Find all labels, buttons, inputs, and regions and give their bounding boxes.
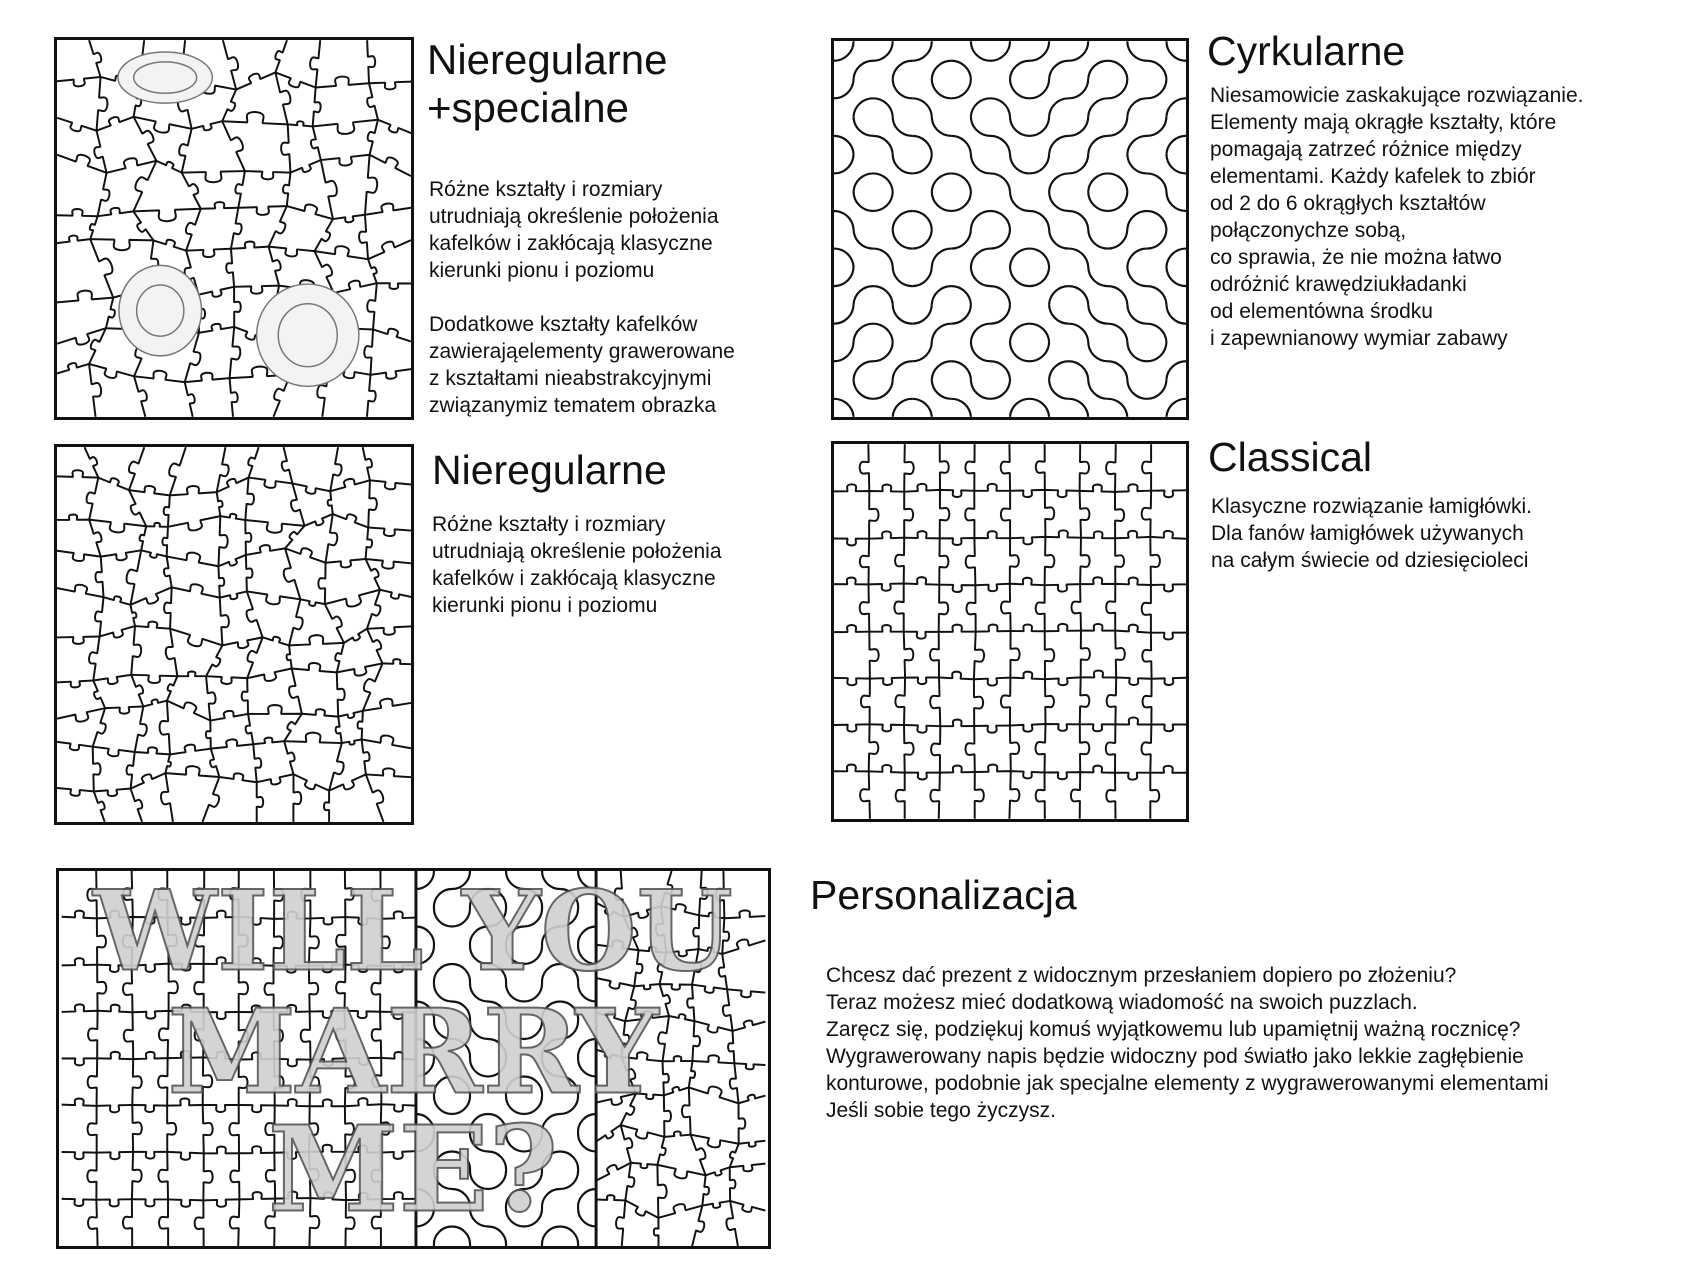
desc-line: odróżnić krawędziukładanki xyxy=(1210,273,1467,296)
circular-cut-line xyxy=(873,79,912,117)
circular-cut-line xyxy=(834,79,873,117)
desc-line: od elementówna środku xyxy=(1210,300,1433,323)
circular-cut-line xyxy=(834,41,873,79)
puzzle-cut-line xyxy=(242,447,264,822)
circular-cut-line xyxy=(560,1134,596,1172)
circular-cut-line xyxy=(1108,191,1147,229)
puzzle-cut-line xyxy=(57,202,411,222)
circular-cut-line xyxy=(1069,116,1108,154)
circular-cut-line xyxy=(1030,342,1069,380)
circular-cut-line xyxy=(1069,154,1108,192)
engraved-line: MARRY xyxy=(167,984,659,1121)
puzzle-cut-line xyxy=(596,1195,765,1218)
circular-cut-line xyxy=(990,267,1029,305)
circular-cut-line xyxy=(834,342,873,380)
irregular-puzzle-image xyxy=(54,444,414,825)
circular-cut-line xyxy=(990,379,1029,417)
desc-line: kafelków i zakłócają klasyczne xyxy=(432,567,716,590)
circular-cut-line xyxy=(1108,379,1147,417)
puzzle-cut-line xyxy=(203,447,229,822)
circular-cut-line xyxy=(1108,304,1147,342)
circular-cut-line xyxy=(834,304,873,342)
circular-cut-line xyxy=(951,191,990,229)
title-classical: Classical xyxy=(1208,434,1373,480)
classical-cuts xyxy=(834,444,1186,819)
circular-cut-line xyxy=(1108,342,1147,380)
circular-puzzle-image xyxy=(831,38,1189,420)
circular-cut-line xyxy=(951,342,990,380)
circular-cut-line xyxy=(912,79,951,117)
circular-cut-line xyxy=(1108,41,1147,79)
circular-cut-line xyxy=(1030,304,1069,342)
circular-cut-line xyxy=(1069,229,1108,267)
circular-cut-line xyxy=(873,191,912,229)
circular-cut-line xyxy=(1030,379,1069,417)
title-irregular: Nieregularne xyxy=(432,447,667,493)
circular-cut-line xyxy=(912,267,951,305)
puzzle-cut-line xyxy=(57,470,411,495)
circular-cut-line xyxy=(1147,267,1186,305)
circular-cut-line xyxy=(560,1209,596,1247)
circular-cut-line xyxy=(912,342,951,380)
circular-cut-line xyxy=(834,116,873,154)
puzzle-cut-line xyxy=(596,1163,765,1181)
circular-cut-line xyxy=(912,154,951,192)
desc-line: Zaręcz się, podziękuj komuś wyjątkowemu lub upamiętnij ważną rocznicę? xyxy=(826,1018,1521,1041)
desc-irregular-special xyxy=(429,176,735,419)
puzzle-cut-line xyxy=(57,699,411,722)
circular-cut-line xyxy=(873,229,912,267)
circular-cut-line xyxy=(1147,79,1186,117)
circular-cut-line xyxy=(912,229,951,267)
desc-line: Chcesz dać prezent z widocznym przesłaniem dopiero po złożeniu? xyxy=(826,964,1457,987)
title-circular: Cyrkularne xyxy=(1207,28,1406,74)
circular-cut-line xyxy=(912,41,951,79)
irregular-pattern xyxy=(57,447,411,822)
puzzle-cut-line xyxy=(57,733,411,757)
desc-line: Dodatkowe kształty kafelków xyxy=(429,313,698,336)
circular-cut-line xyxy=(951,379,990,417)
circular-cut-line xyxy=(873,116,912,154)
circular-cut-line xyxy=(1108,116,1147,154)
desc-line: Teraz możesz mieć dodatkową wiadomość na swoich puzzlach. xyxy=(826,991,1418,1014)
desc-classical xyxy=(1211,493,1532,574)
desc-line: z kształtami nieabstrakcyjnymi xyxy=(429,367,712,390)
circular-cut-line xyxy=(1069,379,1108,417)
circular-cut-line xyxy=(834,379,873,417)
circular-cut-line xyxy=(990,342,1029,380)
circular-cut-line xyxy=(1069,267,1108,305)
circular-cut-line xyxy=(1030,116,1069,154)
circular-cut-line xyxy=(912,304,951,342)
circular-cut-line xyxy=(990,79,1029,117)
circular-cut-line xyxy=(990,191,1029,229)
desc-circular xyxy=(1210,82,1584,352)
desc-line: Elementy mają okrągłe kształty, które xyxy=(1210,111,1557,134)
desc-line: Wygrawerowany napis będzie widoczny pod światło jako lekkie zagłębienie xyxy=(826,1045,1524,1068)
puzzle-cut-line xyxy=(318,447,344,822)
circular-cut-line xyxy=(1108,154,1147,192)
puzzle-cut-line xyxy=(57,236,411,260)
desc-line: zawierająelementy grawerowane xyxy=(429,340,735,363)
irregular-special-pattern xyxy=(57,40,411,417)
puzzle-cut-line xyxy=(222,40,245,417)
creature-detail-icon xyxy=(137,285,184,336)
engraved-message xyxy=(92,871,733,1239)
circular-cuts xyxy=(834,41,1186,417)
engraved-line: ME? xyxy=(268,1099,558,1239)
circular-cut-line xyxy=(1108,267,1147,305)
circular-cut-line xyxy=(873,267,912,305)
desc-line: kierunki pionu i poziomu xyxy=(429,259,655,282)
puzzle-cut-line xyxy=(57,584,411,606)
desc-line: od 2 do 6 okrągłych kształtów xyxy=(1210,192,1486,215)
puzzle-cut-line xyxy=(57,112,411,134)
circular-cut-line xyxy=(951,154,990,192)
desc-line: kafelków i zakłócają klasyczne xyxy=(429,232,713,255)
circular-cut-line xyxy=(990,41,1029,79)
circular-cut-line xyxy=(1147,41,1186,79)
circular-cut-line xyxy=(990,304,1029,342)
puzzle-cut-line xyxy=(127,447,147,822)
puzzle-cut-line xyxy=(160,447,186,822)
circular-cut-line xyxy=(990,116,1029,154)
circular-cut-line xyxy=(1147,342,1186,380)
circular-cut-line xyxy=(951,116,990,154)
circular-cut-line xyxy=(1069,79,1108,117)
circular-cut-line xyxy=(834,229,873,267)
puzzle-cut-line xyxy=(57,363,411,382)
circular-cut-line xyxy=(1147,191,1186,229)
desc-line: Niesamowicie zaskakujące rozwiązanie. xyxy=(1210,84,1584,107)
circular-cut-line xyxy=(1069,41,1108,79)
desc-line: co sprawia, że nie można łatwo xyxy=(1210,246,1502,269)
circular-cut-line xyxy=(1030,229,1069,267)
classical-pattern xyxy=(834,444,1186,819)
desc-line: Dla fanów łamigłówek używanych xyxy=(1211,522,1524,545)
special-pieces xyxy=(118,52,359,386)
puzzle-cut-line xyxy=(57,659,411,687)
circular-cut-line xyxy=(1108,229,1147,267)
circular-cut-line xyxy=(1147,379,1186,417)
title-personalization: Personalizacja xyxy=(810,872,1077,918)
circular-cut-line xyxy=(873,41,912,79)
circular-cut-line xyxy=(873,342,912,380)
circular-cut-line xyxy=(912,379,951,417)
desc-line: kierunki pionu i poziomu xyxy=(432,594,658,617)
circular-cut-line xyxy=(990,229,1029,267)
circular-cut-line xyxy=(1030,154,1069,192)
puzzle-cut-line xyxy=(57,514,411,536)
circular-cut-line xyxy=(834,191,873,229)
desc-line: na całym świecie od dziesięcioleci xyxy=(1211,549,1529,572)
puzzle-cut-line xyxy=(57,622,411,649)
circular-cut-line xyxy=(912,116,951,154)
circular-cut-line xyxy=(560,1171,596,1209)
circular-cut-line xyxy=(951,229,990,267)
irregular-cuts xyxy=(57,447,411,822)
desc-line: Jeśli sobie tego życzysz. xyxy=(826,1099,1056,1122)
circular-cut-line xyxy=(1069,191,1108,229)
circular-cut-line xyxy=(951,41,990,79)
circular-cut-line xyxy=(1030,267,1069,305)
title-irregular-special: Nieregularne +specialne xyxy=(427,36,668,132)
engraved-line: WILL YOU xyxy=(93,871,733,996)
circular-cut-line xyxy=(990,154,1029,192)
circular-cut-line xyxy=(951,79,990,117)
circular-cut-line xyxy=(873,379,912,417)
desc-irregular xyxy=(432,511,722,619)
desc-line: Różne kształty i rozmiary xyxy=(429,178,663,201)
desc-personalization xyxy=(826,962,1549,1124)
bear-detail-icon xyxy=(278,304,337,367)
circular-cut-line xyxy=(1030,41,1069,79)
desc-line: utrudniają określenie położenia xyxy=(429,205,719,228)
circular-cut-line xyxy=(873,154,912,192)
puzzle-cut-line xyxy=(89,40,115,417)
circular-cut-line xyxy=(951,267,990,305)
circular-cut-line xyxy=(1147,154,1186,192)
circular-cut-line xyxy=(1069,304,1108,342)
desc-line: Klasyczne rozwiązanie łamigłówki. xyxy=(1211,495,1532,518)
circular-cut-line xyxy=(912,191,951,229)
circular-cut-line xyxy=(951,304,990,342)
circular-cut-line xyxy=(1030,79,1069,117)
circular-pattern xyxy=(834,41,1186,417)
desc-line: konturowe, podobnie jak specjalne elementy z wygrawerowanymi elementami xyxy=(826,1072,1549,1095)
puzzle-cut-line xyxy=(57,155,411,183)
circular-cut-line xyxy=(834,267,873,305)
desc-line: i zapewnianowy wymiar zabawy xyxy=(1210,327,1508,350)
circular-cut-line xyxy=(1147,116,1186,154)
desc-line: połączonychze sobą, xyxy=(1210,219,1407,242)
circular-cut-line xyxy=(1069,342,1108,380)
circular-cut-line xyxy=(1147,304,1186,342)
puzzle-cut-line xyxy=(359,40,378,417)
circular-cut-line xyxy=(1030,191,1069,229)
personalization-puzzle-image xyxy=(56,868,771,1249)
puzzle-cut-line xyxy=(85,447,106,822)
circular-cut-line xyxy=(1108,79,1147,117)
puzzle-cut-line xyxy=(57,766,411,796)
desc-line: pomagają zatrzeć różnice między xyxy=(1210,138,1522,161)
personalization-pattern xyxy=(59,871,768,1246)
desc-line: utrudniają określenie położenia xyxy=(432,540,722,563)
desc-line: elementami. Każdy kafelek to zbiór xyxy=(1210,165,1536,188)
octopus-detail-icon xyxy=(134,62,197,93)
circular-cut-line xyxy=(834,154,873,192)
circular-cut-line xyxy=(873,304,912,342)
puzzle-cut-line xyxy=(282,447,305,822)
desc-line: związanymiz tematem obrazka xyxy=(429,394,717,417)
puzzle-cut-line xyxy=(358,447,384,822)
classical-puzzle-image xyxy=(831,441,1189,822)
puzzle-cut-line xyxy=(57,545,411,569)
desc-line: Różne kształty i rozmiary xyxy=(432,513,666,536)
irregular-special-puzzle-image xyxy=(54,37,414,420)
circular-cut-line xyxy=(1147,229,1186,267)
irregular-special-cuts xyxy=(57,40,411,417)
